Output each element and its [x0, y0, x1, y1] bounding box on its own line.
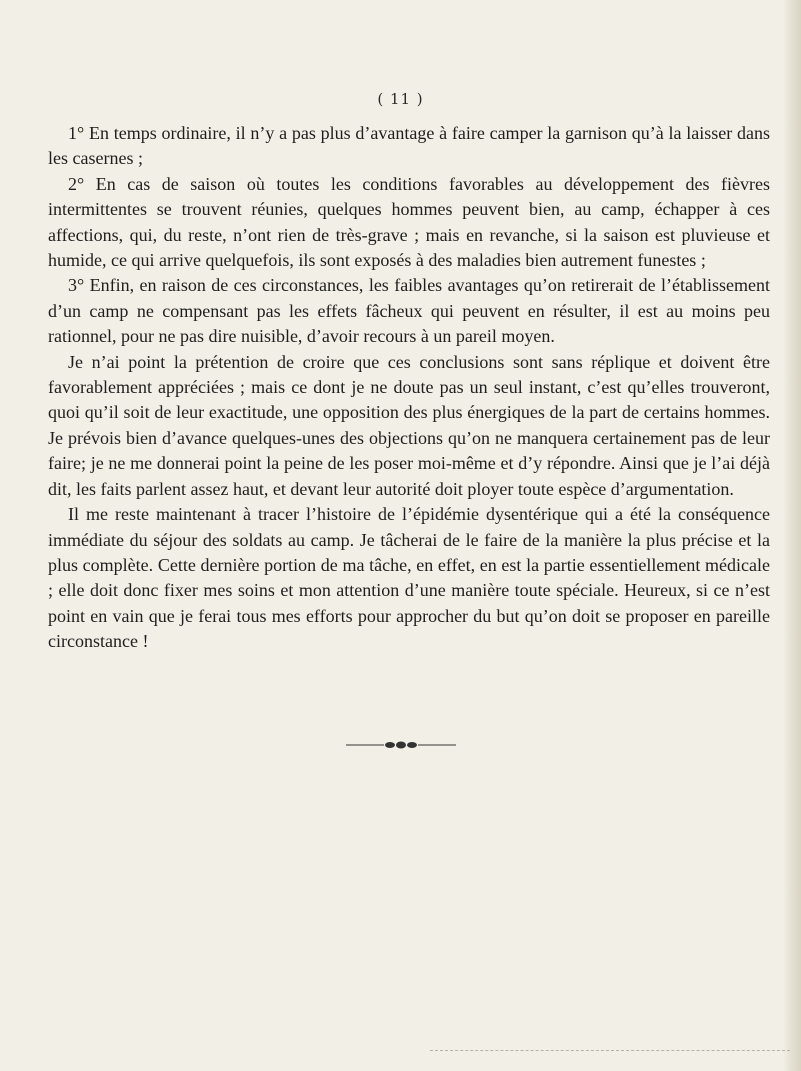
ornament-rule-icon — [0, 740, 801, 750]
paragraph-3: 3° Enfin, en raison de ces circonstances, les faibles avantages qu’on retirerait de l’établissement d’un camp ne compensant pas les effets fâcheux qui peuvent en résulter, il est au moins peu rationnel, pour ne pas dire nuisible, d’avoir recours à un pareil moyen. — [48, 275, 770, 347]
body-text — [48, 121, 770, 655]
page-number: ( 11 ) — [377, 90, 424, 108]
paragraph-2: 2° En cas de saison où toutes les conditions favorables au développement des fièvres intermittentes se trouvent réunies, quelques hommes peuvent bien, au camp, échapper à ces affections, qui, du reste, n’ont rien de très-grave ; mais en revanche, si la saison est pluvieuse et humide, ce qui arrive quelquefois, ils sont exposés à des maladies bien autrement funestes ; — [48, 173, 770, 271]
page-edge — [783, 0, 801, 1071]
bottom-border — [430, 1050, 790, 1052]
paragraph-1: 1° En temps ordinaire, il n’y a pas plus d’avantage à faire camper la garnison qu’à la laisser dans les casernes ; — [48, 123, 770, 169]
paragraph-5: Il me reste maintenant à tracer l’histoire de l’épidémie dysentérique qui a été la conséquence immédiate du séjour des soldats au camp. Je tâcherai de le faire de la manière la plus précise et la plus complète. Cette dernière portion de ma tâche, en effet, en est la partie essentiellement médicale ; elle doit donc fixer mes soins et mon attention d’une manière toute spéciale. Heureux, si ce n’est point en vain que je ferai tous mes efforts pour approcher du but qu’on doit se proposer en pareille circonstance ! — [48, 504, 770, 652]
paragraph-4: Je n’ai point la prétention de croire que ces conclusions sont sans réplique et doivent être favorablement appréciées ; mais ce dont je ne doute pas un seul instant, c’est qu’elles trouveront, quoi qu’il soit de leur exactitude, une opposition des plus énergiques de la part de certains hommes. Je prévois bien d’avance quelques-unes des objections qu’on ne manquera certainement pas de leur faire; je ne me donnerai point la peine de les poser moi-même et d’y répondre. Ainsi que je l’ai déjà dit, les faits parlent assez haut, et devant leur autorité doit ployer toute espèce d’argumentation. — [48, 351, 770, 499]
